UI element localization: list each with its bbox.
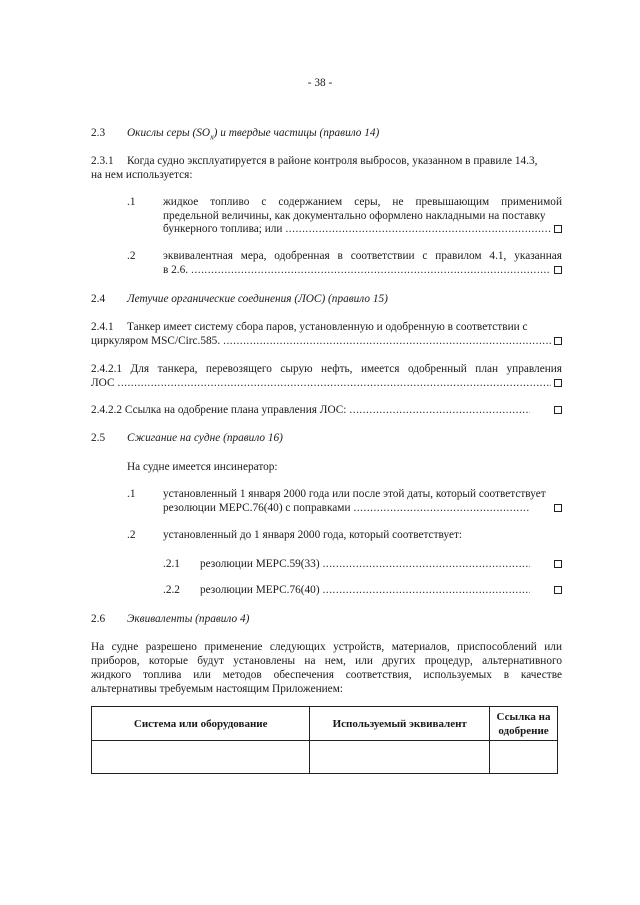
section-2-4-1-line2: циркуляром MSC/Circ.585. ..... [91, 334, 562, 348]
item-1-number: .1 [127, 196, 136, 208]
item-2-number: .2 [127, 250, 136, 262]
incinerator-item-2-number: .2 [127, 529, 136, 541]
incinerator-item-2-text: установленный до 1 января 2000 года, который соответствует: [163, 529, 463, 541]
section-2-4-2-1-line2: ЛОС ..... [91, 376, 562, 390]
checkbox[interactable] [554, 379, 562, 387]
leader-dots [323, 557, 530, 571]
section-2-3-1-line1: Когда судно эксплуатируется в районе контроля выбросов, указанном в правиле 14.3, [127, 155, 538, 167]
section-2-4-1-number: 2.4.1 [91, 321, 114, 333]
item-2-line1: эквивалентная мера, одобренная в соответствии с правилом 4.1, указанная [163, 250, 562, 262]
checkbox[interactable] [554, 586, 562, 594]
table-cell[interactable] [310, 741, 490, 774]
leader-dots [323, 583, 530, 597]
section-2-6-line4: альтернативы требуемым настоящим Приложением: [91, 683, 343, 695]
incinerator-item-1-line2: резолюции МЕРС.76(40) с поправками ..... [163, 501, 562, 515]
section-2-3-title: Окислы серы $(SO_x)$ и твердые частицы (правило 14) [127, 127, 380, 142]
section-2-4-1-line1: Танкер имеет систему сбора паров, установленную и одобренную в соответствии с [127, 321, 528, 333]
section-2-6-line3: жидкого топлива или методов обеспечения соответствия, используемых в качестве [91, 669, 562, 681]
section-2-5-intro: На судне имеется инсинератор: [127, 461, 278, 473]
incinerator-item-2-1: резолюции МЕРС.59(33) ..... [200, 557, 562, 571]
leader-dots [285, 222, 551, 236]
checkbox[interactable] [554, 560, 562, 568]
section-2-6-line1: На судне разрешено применение следующих устройств, материалов, приспособлений или [91, 641, 562, 653]
table-header-equivalent: Используемый эквивалент [310, 707, 490, 741]
leader-dots [191, 263, 551, 277]
table-header-system: Система или оборудование [92, 707, 310, 741]
table-cell[interactable] [490, 741, 558, 774]
leader-dots [118, 376, 552, 390]
checkbox[interactable] [554, 337, 562, 345]
item-1-line1: жидкое топливо с содержанием серы, не превышающим применимой [163, 196, 562, 208]
checkbox[interactable] [554, 504, 562, 512]
equivalents-table [91, 706, 558, 774]
incinerator-item-2-2-number: .2.2 [163, 584, 180, 596]
section-2-5-title: Сжигание на судне (правило 16) [127, 432, 283, 444]
section-2-3-1-line2: на нем используется: [91, 169, 193, 181]
checkbox[interactable] [554, 406, 562, 414]
section-2-6-title: Эквиваленты (правило 4) [127, 613, 250, 625]
section-2-3-1-number: 2.3.1 [91, 155, 114, 167]
incinerator-item-2-2: резолюции МЕРС.76(40) ..... [200, 583, 562, 597]
section-2-6-line2: приборов, которые будут установлены на нем, или других процедур, альтернативного [91, 655, 562, 667]
item-1-line2: предельной величины, как документально оформлено накладными на поставку [163, 210, 546, 222]
leader-dots [223, 334, 551, 348]
section-2-4-2-2: 2.4.2.2 Ссылка на одобрение плана управления ЛОС: ..... [91, 403, 562, 417]
section-2-5-number: 2.5 [91, 432, 106, 444]
item-1-line3: бункерного топлива; или ..... [163, 222, 562, 236]
checkbox[interactable] [554, 266, 562, 274]
section-2-6-number: 2.6 [91, 613, 106, 625]
table-header-row [92, 707, 558, 741]
incinerator-item-2-1-number: .2.1 [163, 558, 180, 570]
incinerator-item-1-number: .1 [127, 488, 136, 500]
incinerator-item-1-line1: установленный 1 января 2000 года или после этой даты, который соответствует [163, 488, 546, 500]
table-header-approval: Ссылка на одобрение [490, 707, 558, 741]
section-2-4-2-1-line1: 2.4.2.1 Для танкера, перевозящего сырую нефть, имеется одобренный план управления [91, 363, 562, 375]
section-2-4-title: Летучие органические соединения (ЛОС) (правило 15) [127, 293, 388, 305]
table-cell[interactable] [92, 741, 310, 774]
table-row [92, 741, 558, 774]
section-2-3-number: 2.3 [91, 127, 106, 139]
page-number: - 38 - [307, 77, 333, 89]
leader-dots [349, 403, 530, 417]
item-2-line2: в 2.6. ..... [163, 263, 562, 277]
leader-dots [354, 501, 530, 515]
section-2-4-number: 2.4 [91, 293, 106, 305]
checkbox[interactable] [554, 225, 562, 233]
